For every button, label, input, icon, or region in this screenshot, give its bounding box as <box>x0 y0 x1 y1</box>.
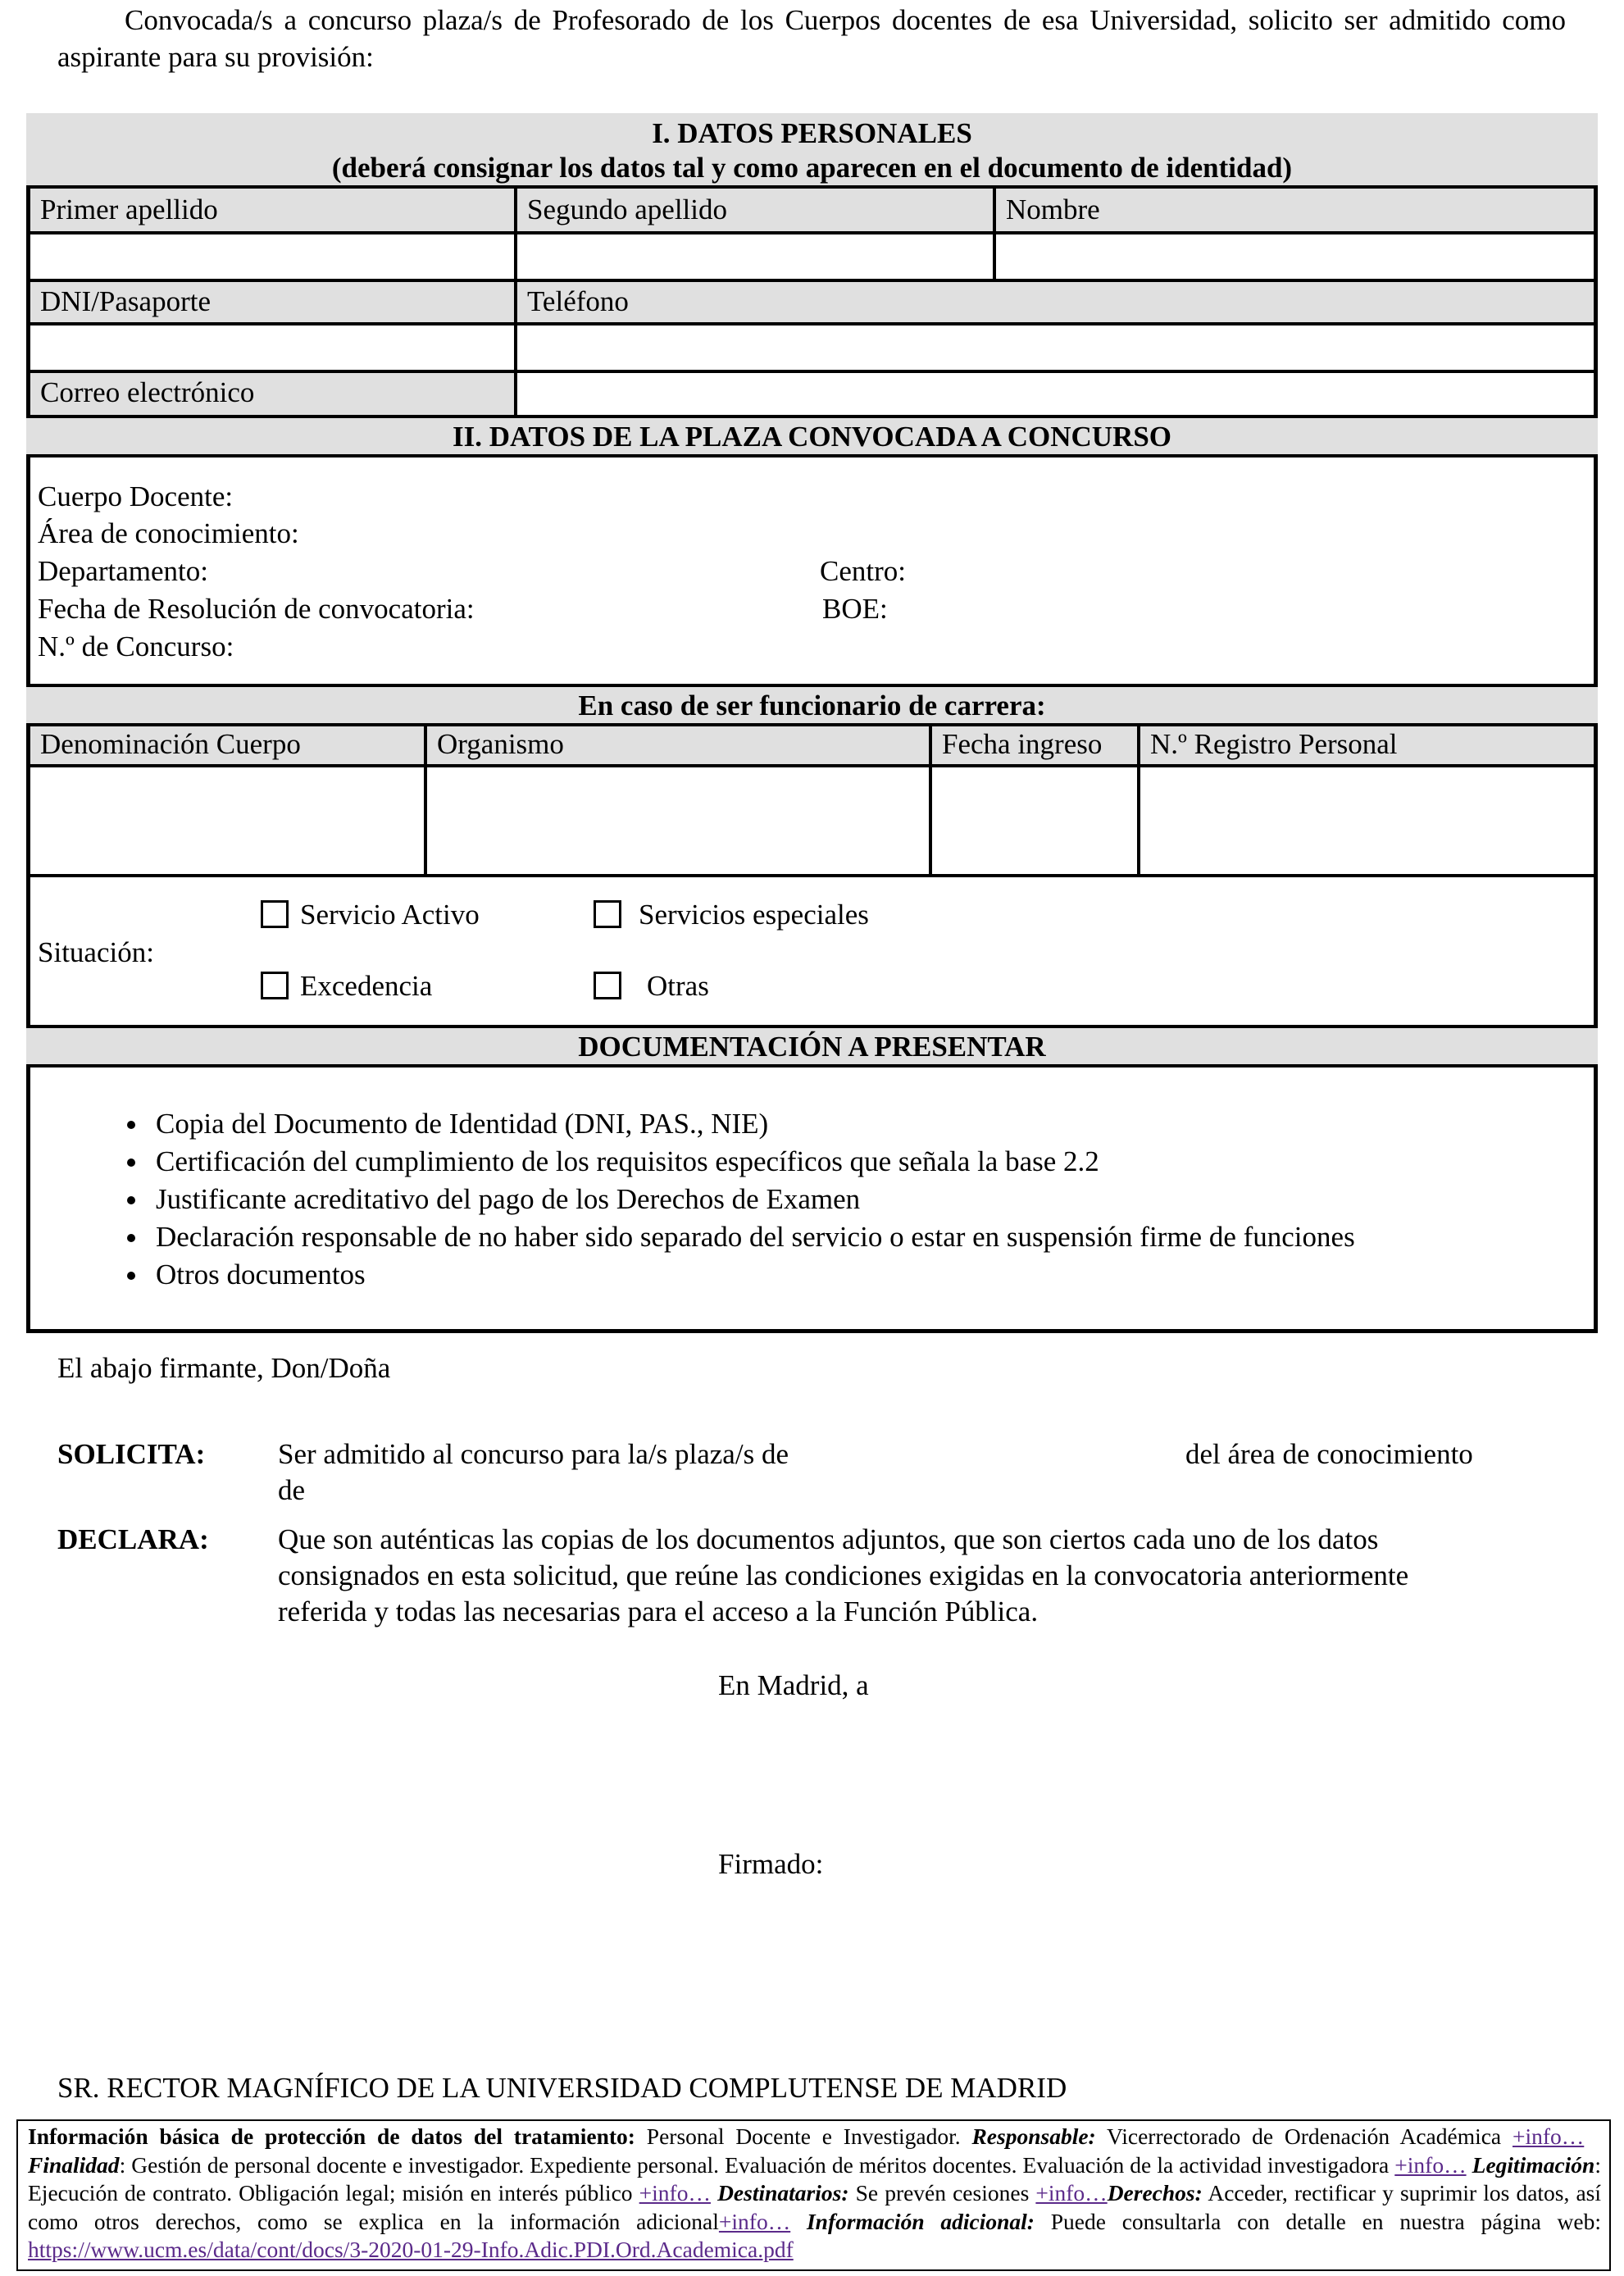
input-primer-apellido[interactable] <box>30 234 514 280</box>
checkbox-servicio-activo[interactable] <box>261 900 289 928</box>
n-concurso-label: N.º de Concurso: <box>38 630 234 662</box>
label-organismo: Organismo <box>427 726 929 766</box>
boe-label: BOE: <box>822 593 888 625</box>
section-plaza-header <box>26 415 1598 457</box>
documentacion-title: DOCUMENTACIÓN A PRESENTAR <box>578 1031 1046 1063</box>
section-personal-header <box>26 113 1598 189</box>
label-telefono: Teléfono <box>517 282 1594 322</box>
label-segundo-apellido: Segundo apellido <box>517 189 993 231</box>
solicita-text-1: Ser admitido al concurso para la/s plaza/s de <box>278 1438 789 1470</box>
cuerpo-docente-label: Cuerpo Docente: <box>38 480 234 512</box>
label-fecha-ingreso: Fecha ingreso <box>932 726 1137 766</box>
firmado-label: Firmado: <box>718 1848 824 1880</box>
input-denominacion-cuerpo[interactable] <box>30 767 424 874</box>
departamento-label: Departamento: <box>38 555 208 587</box>
input-correo[interactable] <box>517 373 1594 416</box>
servicio-activo-label: Servicio Activo <box>300 899 480 931</box>
label-registro-personal: N.º Registro Personal <box>1140 726 1594 766</box>
input-segundo-apellido[interactable] <box>517 234 993 280</box>
list-item: • Justificante acreditativo del pago de los Derechos de Examen <box>149 1181 1592 1218</box>
excedencia-label: Excedencia <box>300 970 433 1002</box>
section-personal-title: I. DATOS PERSONALES <box>652 117 972 149</box>
solicita-text-2: del área de conocimiento <box>1185 1438 1473 1470</box>
servicios-especiales-label: Servicios especiales <box>639 899 869 931</box>
declara-line-3: referida y todas las necesarias para el acceso a la Función Pública. <box>278 1595 1039 1627</box>
area-conocimiento-label: Área de conocimiento: <box>38 517 299 549</box>
input-telefono[interactable] <box>517 325 1594 370</box>
funcionario-title: En caso de ser funcionario de carrera: <box>578 690 1046 721</box>
intro-paragraph: Convocada/s a concurso plaza/s de Profesorado de los Cuerpos docentes de esa Universidad, solicito ser admitido como aspirante para su provisión: <box>57 4 1566 73</box>
info-link[interactable]: +info… <box>1512 2124 1585 2149</box>
input-registro-personal[interactable] <box>1140 767 1594 874</box>
firmante-text: El abajo firmante, Don/Doña <box>57 1352 391 1384</box>
checkbox-otras[interactable] <box>594 972 621 999</box>
input-fecha-ingreso[interactable] <box>932 767 1137 874</box>
fecha-resolucion-label: Fecha de Resolución de convocatoria: <box>38 593 475 625</box>
otras-label: Otras <box>647 970 709 1002</box>
info-link[interactable]: +info… <box>1394 2151 1467 2178</box>
situacion-label: Situación: <box>38 936 154 968</box>
input-dni[interactable] <box>30 325 514 370</box>
section-personal-subtitle: (deberá consignar los datos tal y como aparecen en el documento de identidad) <box>331 152 1293 184</box>
privacy-url-link[interactable]: https://www.ucm.es/data/cont/docs/3-2020-01-29-Info.Adic.PDI.Ord.Academica.pdf <box>28 2237 794 2263</box>
documentacion-list <box>90 1105 1592 1294</box>
list-item: • Certificación del cumplimiento de los requisitos específicos que señala la base 2.2 <box>149 1143 1592 1181</box>
list-item: • Copia del Documento de Identidad (DNI, PAS., NIE) <box>149 1105 1592 1143</box>
checkbox-excedencia[interactable] <box>261 972 289 999</box>
label-nombre: Nombre <box>996 189 1594 231</box>
checkbox-servicios-especiales[interactable] <box>594 900 621 928</box>
section-plaza-title: II. DATOS DE LA PLAZA CONVOCADA A CONCURSO <box>452 421 1172 453</box>
documentacion-header <box>26 1025 1598 1067</box>
input-organismo[interactable] <box>427 767 929 874</box>
solicita-text-3: de <box>278 1474 306 1506</box>
declara-line-2: consignados en esta solicitud, que reúne las condiciones exigidas en la convocatoria anteriormente <box>278 1559 1409 1591</box>
privacy-notice: Información básica de protección de datos del tratamiento: Personal Docente e Investigador. Responsable: Vicerrectorado de Ordenación Académica +info… Finalidad: Gestión de personal docente e investigador. Expediente personal. Evaluación de méritos docentes. Evaluación de la actividad investigadora +info… Legitimación: Ejecución de contrato. Obligación legal; misión en interés público +info… Destinatarios: Se prevén cesiones +info…Derechos: Acceder, rectificar y suprimir los datos, así como otros derechos, como se explica en la información adicional+info… Información adicional: Puede consultarla con detalle en nuestra página web: https://www.ucm.es/data/cont/docs/3-2020-01-29-Info.Adic.PDI.Ord.Academica.pdf <box>16 2119 1611 2271</box>
label-dni: DNI/Pasaporte <box>30 282 514 322</box>
info-link[interactable]: +info… <box>718 2208 791 2234</box>
info-link[interactable]: +info… <box>639 2180 711 2206</box>
funcionario-header <box>26 684 1598 726</box>
input-nombre[interactable] <box>996 234 1594 280</box>
label-denominacion-cuerpo: Denominación Cuerpo <box>30 726 424 766</box>
lugar-fecha: En Madrid, a <box>718 1669 869 1701</box>
declara-label: DECLARA: <box>57 1523 209 1555</box>
label-primer-apellido: Primer apellido <box>30 189 514 231</box>
info-link[interactable]: +info… <box>1035 2180 1108 2206</box>
list-item: • Otros documentos <box>149 1256 1592 1294</box>
centro-label: Centro: <box>820 555 906 587</box>
list-item: • Declaración responsable de no haber sido separado del servicio o estar en suspensión firme de funciones <box>149 1218 1592 1256</box>
solicita-label: SOLICITA: <box>57 1438 206 1470</box>
declara-line-1: Que son auténticas las copias de los documentos adjuntos, que son ciertos cada uno de los datos <box>278 1523 1379 1555</box>
label-correo: Correo electrónico <box>30 373 514 416</box>
destinatario: SR. RECTOR MAGNÍFICO DE LA UNIVERSIDAD COMPLUTENSE DE MADRID <box>57 2072 1067 2104</box>
